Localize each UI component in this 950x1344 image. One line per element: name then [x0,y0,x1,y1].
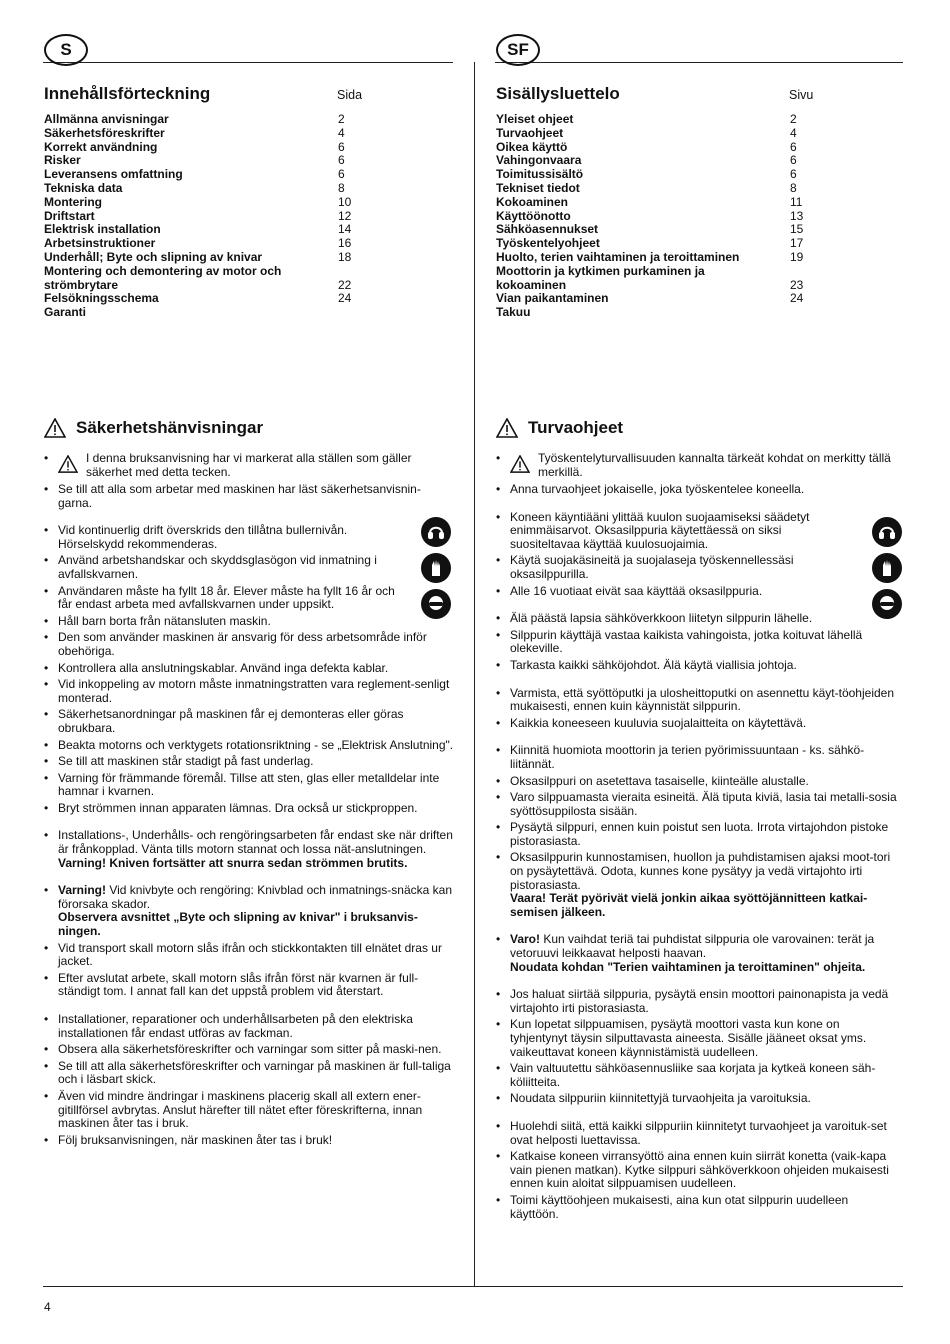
toc-entry-page: 6 [790,153,797,168]
safety-bullet [44,1134,454,1148]
toc-entry-page: 8 [338,180,345,195]
toc-entry-title: kokoaminen [496,277,567,292]
toc-entry-page: 16 [338,236,352,251]
safety-bullet [44,585,454,612]
bullet-text: Bryt strömmen innan apparaten lämnas. Dra också ur stickproppen. [58,800,418,815]
toc-entry [44,182,351,196]
toc-entry-title: Työskentelyohjeet [496,236,600,251]
safety-bullet [496,585,900,599]
safety-bullet [44,678,454,705]
bullet-text: Varo silppuamasta vieraita esineitä. Älä tiputa kiviä, lasia tai metalli-sosia syöttösuppilosta sisään. [510,790,897,818]
toc-entry-page: 18 [338,249,352,264]
bullet-text: Jos haluat siirtää silppuria, pysäytä ensin moottori painonapista ja vedä virtajohto irti pistorasiasta. [510,987,889,1015]
safety-bullet [496,851,900,919]
warning-triangle-icon [510,455,530,477]
bullet-text: Työskentelyturvallisuuden kannalta tärkeät kohdat on merkitty tällä merkillä. [538,451,891,479]
toc-entry-page: 23 [790,277,804,292]
bullet-text: Se till att alla som arbetar med maskinen har läst säkerhetsanvisnin-garna. [58,482,421,510]
safety-list-right [496,452,900,1224]
toc-entry [44,265,351,279]
safety-bullet [496,1150,900,1191]
toc-entry-page: 19 [790,249,804,264]
safety-bullet [496,554,900,581]
toc-entry [496,154,803,168]
safety-glasses-icon [872,589,902,619]
gloves-icon [872,553,902,583]
bullet-text: Anna turvaohjeet jokaiselle, joka työskentelee koneella. [510,482,805,496]
bullet-text: Användaren måste ha fyllt 18 år. Elever måste ha fyllt 16 år och får endast arbeta med avfallskvarnen under uppsikt. [58,583,395,612]
toc-entry-title: Toimitussisältö [496,167,584,182]
bullet-warning-text: Observera avsnittet „Byte och slipning av knivar" i bruksanvis-ningen. [58,910,418,939]
toc-entry-title: Korrekt användning [44,139,158,154]
toc-entry [44,223,351,237]
toc-entry-page: 6 [790,167,797,182]
bullet-text: Se till att alla säkerhetsföreskrifter och varningar på maskinen är full-taliga och i läsbart skick. [58,1058,451,1087]
toc-entry [496,127,803,141]
toc-entry-title: Käyttöönotto [496,208,571,223]
safety-bullet [44,708,454,735]
toc-entry [496,113,803,127]
bullet-text: Installations-, Underhålls- och rengöringsarbeten får endast ske när driften är frånkopplad. Vänta tills motorn stannat och lossa nät-anslutningen. [58,828,453,857]
toc-entry [496,292,803,306]
bullet-text: Varmista, että syöttöputki ja ulosheittoputki on asennettu käyt-töohjeiden mukaisesti, ennen kuin käynnistät silppurin. [510,685,895,714]
safety-bullet [44,739,454,753]
toc-entry-page: 14 [338,222,352,237]
bullet-text: Noudata silppuriin kiinnitettyjä turvaohjeita ja varoituksia. [510,1091,811,1106]
bullet-text: Vid knivbyte och rengöring: Knivblad och inmatnings-snäcka kan förorsaka skador. [58,883,452,911]
toc-entry-page: 2 [338,112,345,126]
safety-bullet [44,662,454,676]
safety-bullet [496,775,900,789]
bullet-text: Huolehdi siitä, että kaikki silppuriin kiinnitetyt turvaohjeet ja varoituk-set ovat helposti luettavissa. [510,1118,887,1147]
toc-entry [496,306,803,320]
safety-bullet [496,511,900,552]
bullet-text: Vid transport skall motorn slås ifrån och stickkontakten till elnätet dras ur jacket. [58,940,442,969]
toc-entry [44,154,351,168]
bullet-text: Även vid mindre ändringar i maskinens placerig skall all extern ener-gitillförsel avbrytas. Anslut härefter till nätet efter föreskrifterna, innan maskinen åter tas i bruk. [58,1088,423,1131]
toc-entry-title: Garanti [44,305,87,320]
toc-entry-title: Driftstart [44,208,95,223]
bullet-text: Silppurin käyttäjä vastaa kaikista vahingoista, jotka koituvat lähellä olekeville. [510,627,863,656]
toc-entry-title: Takuu [496,305,531,320]
bullet-text: Käytä suojakäsineitä ja suojalaseja työskennellessäsi oksasilppurilla. [510,553,794,581]
toc-entry-title: Risker [44,153,81,168]
safety-bullet [496,483,900,497]
toc-entry-title: Tekniset tiedot [496,180,580,195]
gloves-icon [421,553,451,583]
toc-entry-title: Oikea käyttö [496,139,568,154]
bullet-warning-text: Vaara! Terät pyörivät vielä jonkin aikaa syöttöjännitteen katkai-semisen jälkeen. [510,891,868,919]
toc-entry [44,251,351,265]
safety-bullet [496,1062,900,1089]
toc-title-right: Sisällysluettelo [496,84,620,103]
toc-title-left: Innehållsförteckning [44,84,211,103]
bullet-text: Kun lopetat silppuamisen, pysäytä moottori vasta kun kone on tyhjentynyt täysin silputtavasta aineesta. Sisälle jääneet oksat yms. vaikeuttavat koneen käynnistämistä uudelleen. [510,1017,867,1059]
safety-title-right: Turvaohjeet [496,418,623,438]
bullet-text: Obsera alla säkerhetsföreskrifter och varningar som sitter på maski-nen. [58,1042,442,1057]
page-number: 4 [44,1300,51,1314]
toc-entry [44,237,351,251]
safety-bullet [496,1194,900,1221]
bullet-text: Koneen käyntiääni ylittää kuulon suojaamiseksi säädetyt enimmäisarvot. Oksasilppuria käytettäessä on siksi suositeltavaa käyttää kuulosuojaimia. [510,509,810,551]
bullet-text: Tarkasta kaikki sähköjohdot. Älä käytä viallisia johtoja. [510,657,797,672]
top-rule-right [495,62,903,63]
bullet-text: Pysäytä silppuri, ennen kuin poistut sen luota. Irrota virtajohdon pistoke pistorasiasta. [510,820,889,848]
toc-entry-title: Moottorin ja kytkimen purkaminen ja [496,263,705,278]
toc-entry-page: 24 [790,291,804,306]
toc-entry-page: 15 [790,222,804,237]
bullet-text: Efter avslutat arbete, skall motorn slås ifrån först när kvarnen är full-ständigt tom. I annat fall kan det uppstå problem vid återstart. [58,970,419,999]
safety-bullet [44,772,454,799]
bullet-text: I denna bruksanvisning har vi markerat alla ställen som gäller säkerhet med detta tecken. [86,451,412,479]
toc-entry [496,265,803,279]
safety-bullet [44,483,454,510]
toc-entry [496,182,803,196]
bullet-text: Kaikkia koneeseen kuuluvia suojalaitteita on käytettävä. [510,715,807,730]
toc-entry [44,168,351,182]
toc-entry-title: Leveransens omfattning [44,167,183,182]
toc-entry [44,306,351,320]
bullet-text: Säkerhetsanordningar på maskinen får ej demonteras eller göras obrukbara. [58,707,404,735]
toc-entry [496,279,803,293]
bullet-text: Katkaise koneen virransyöttö aina ennen kuin siirrät konetta (vaik-kapa vain pienen matkan). Kytke silppuri sähköverkkoon ohjeiden mukaisesti ennen kuin aloitat silppuamisen uudelleen. [510,1149,889,1191]
safety-bullet [44,524,454,551]
toc-entry [496,237,803,251]
toc-list-left [44,113,351,320]
bullet-text: Toimi käyttöohjeen mukaisesti, aina kun otat silppurin uudelleen käyttöön. [510,1192,849,1221]
toc-entry-title: Underhåll; Byte och slipning av knivar [44,249,263,264]
safety-title-left: Säkerhetshänvisningar [44,418,263,438]
toc-entry-title: Turvaohjeet [496,125,564,140]
lang-badge-right: SF [496,34,540,66]
bullet-text: Oksasilppuri on asetettava tasaiselle, kiinteälle alustalle. [510,773,809,788]
toc-entry-page: 24 [338,291,352,306]
toc-page-heading-right: Sivu [789,88,814,102]
bullet-text: Kun vaihdat teriä tai puhdistat silppuria ole varovainen: terät ja vetoruuvi leikkaavat helposti haavan. [510,932,875,961]
toc-entry-page: 17 [790,236,804,251]
toc-entry [44,113,351,127]
bullet-text: Vid inkoppeling av motorn måste inmatningstratten vara reglement-senligt monterad. [58,677,450,705]
toc-page-heading-left: Sida [337,88,363,102]
toc-entry-page: 4 [790,125,797,140]
toc-entry-page: 13 [790,208,804,223]
safety-bullet [496,988,900,1015]
bullet-text: Installationer, reparationer och underhållsarbeten på den elektriska installationen får endast utföras av fackman. [58,1012,413,1040]
bullet-text: Håll barn borta från nätansluten maskin. [58,613,271,628]
toc-entry-page: 2 [790,112,797,126]
toc-entry [44,279,351,293]
toc-entry [44,127,351,141]
toc-entry-title: Yleiset ohjeet [496,112,574,126]
bullet-warning-text: Noudata kohdan "Terien vaihtaminen ja teroittaminen" ohjeita. [510,959,866,974]
toc-entry-page: 6 [338,153,345,168]
ear-protection-icon [872,517,902,547]
toc-entry-page: 6 [338,139,345,154]
bullet-text: Alle 16 vuotiaat eivät saa käyttää oksasilppuria. [510,583,763,598]
toc-entry-title: Kokoaminen [496,194,569,209]
warning-triangle-icon [44,418,66,438]
toc-entry [44,292,351,306]
safety-bullet [44,884,454,938]
toc-entry-page: 8 [790,180,797,195]
bullet-text: Den som använder maskinen är ansvarig för dess arbetsområde inför obehöriga. [58,630,427,658]
bullet-text: Använd arbetshandskar och skyddsglasögon vid inmatning i avfallskvarnen. [58,553,377,581]
bullet-text: Vid kontinuerlig drift överskrids den tillåtna bullernivån. Hörselskydd rekommenderas. [58,523,348,551]
safety-glasses-icon [421,589,451,619]
toc-entry-title: Montering [44,194,102,209]
bullet-text: Oksasilppurin kunnostamisen, huollon ja puhdistamisen ajaksi moot-tori on pysäytettävä. Odota, kunnes kone pysätyy ja vedä virtajohto irti pistorasiasta. [510,850,891,892]
safety-bullet [44,615,454,629]
bullet-text: Se till att maskinen står stadigt på fast underlag. [58,754,314,769]
toc-entry-page: 12 [338,208,352,223]
safety-bullet [496,744,900,771]
bullet-text: Älä päästä lapsia sähköverkkoon liitetyn silppurin lähelle. [510,611,813,626]
toc-entry-title: Vahingonvaara [496,153,582,168]
toc-entry [44,210,351,224]
column-divider [474,62,475,1286]
toc-entry [496,223,803,237]
bullet-text: Vain valtuutettu sähköasennusliike saa korjata ja kytkeä koneen säh-köliitteita. [510,1061,876,1089]
safety-bullet [496,791,900,818]
bullet-warning-text: Varning! Kniven fortsätter att snurra sedan strömmen brutits. [58,855,408,870]
safety-bullet [496,612,900,626]
toc-entry [496,141,803,155]
toc-entry-title: strömbrytare [44,277,119,292]
safety-bullet [44,1043,454,1057]
safety-bullet [44,452,454,480]
toc-entry-title: Elektrisk installation [44,222,161,237]
toc-entry [496,168,803,182]
toc-list-right [496,113,803,320]
safety-bullet [44,942,454,969]
toc-entry-page: 6 [338,167,345,182]
bullet-lead: Varo! [510,932,541,947]
safety-bullet [496,659,900,673]
safety-list-left [44,452,454,1150]
safety-bullet [44,972,454,999]
safety-bullet [496,1092,900,1106]
bullet-text: Beakta motorns och verktygets rotationsriktning - se „Elektrisk Anslutning". [58,737,454,752]
toc-entry [496,251,803,265]
safety-bullet [496,1018,900,1059]
toc-entry [44,196,351,210]
safety-bullet [44,755,454,769]
safety-bullet [44,1013,454,1040]
safety-bullet [496,1120,900,1147]
toc-entry-page: 11 [790,194,803,209]
toc-entry-title: Säkerhetsföreskrifter [44,125,165,140]
safety-bullet [496,687,900,714]
warning-triangle-icon [58,455,78,477]
safety-bullet [496,933,900,974]
safety-bullet [44,631,454,658]
lang-badge-left: S [44,34,88,66]
toc-entry-title: Huolto, terien vaihtaminen ja teroittaminen [496,249,740,264]
warning-triangle-icon [496,418,518,438]
safety-bullet [44,1060,454,1087]
toc-entry-page: 6 [790,139,797,154]
bullet-text: Följ bruksanvisningen, när maskinen åter tas i bruk! [58,1132,333,1147]
safety-bullet [44,802,454,816]
top-rule-left [43,62,453,63]
toc-entry-title: Felsökningsschema [44,291,159,306]
toc-entry-title: Tekniska data [44,180,123,195]
safety-bullet [496,452,900,480]
safety-bullet [496,717,900,731]
toc-entry-page: 4 [338,125,345,140]
bottom-rule [43,1286,903,1287]
toc-entry-page: 22 [338,277,352,292]
safety-bullet [496,821,900,848]
toc-entry [44,141,351,155]
safety-bullet [496,629,900,656]
ear-protection-icon [421,517,451,547]
safety-bullet [44,1090,454,1131]
bullet-text: Varning för främmande föremål. Tillse att sten, glas eller metalldelar inte hamnar i kvarnen. [58,770,440,799]
toc-entry [496,210,803,224]
bullet-text: Kontrollera alla anslutningskablar. Använd inga defekta kablar. [58,660,389,675]
toc-entry-title: Vian paikantaminen [496,291,609,306]
toc-entry-title: Arbetsinstruktioner [44,236,156,251]
safety-bullet [44,554,454,581]
toc-entry-title: Sähköasennukset [496,222,599,237]
toc-entry-title: Allmänna anvisningar [44,112,169,126]
safety-bullet [44,829,454,870]
toc-entry-page: 10 [338,194,352,209]
toc-entry-title: Montering och demontering av motor och [44,263,282,278]
bullet-text: Kiinnitä huomiota moottorin ja terien pyörimissuuntaan - ks. sähkö-liitännät. [510,743,865,771]
toc-entry [496,196,803,210]
bullet-lead: Varning! [58,883,107,898]
